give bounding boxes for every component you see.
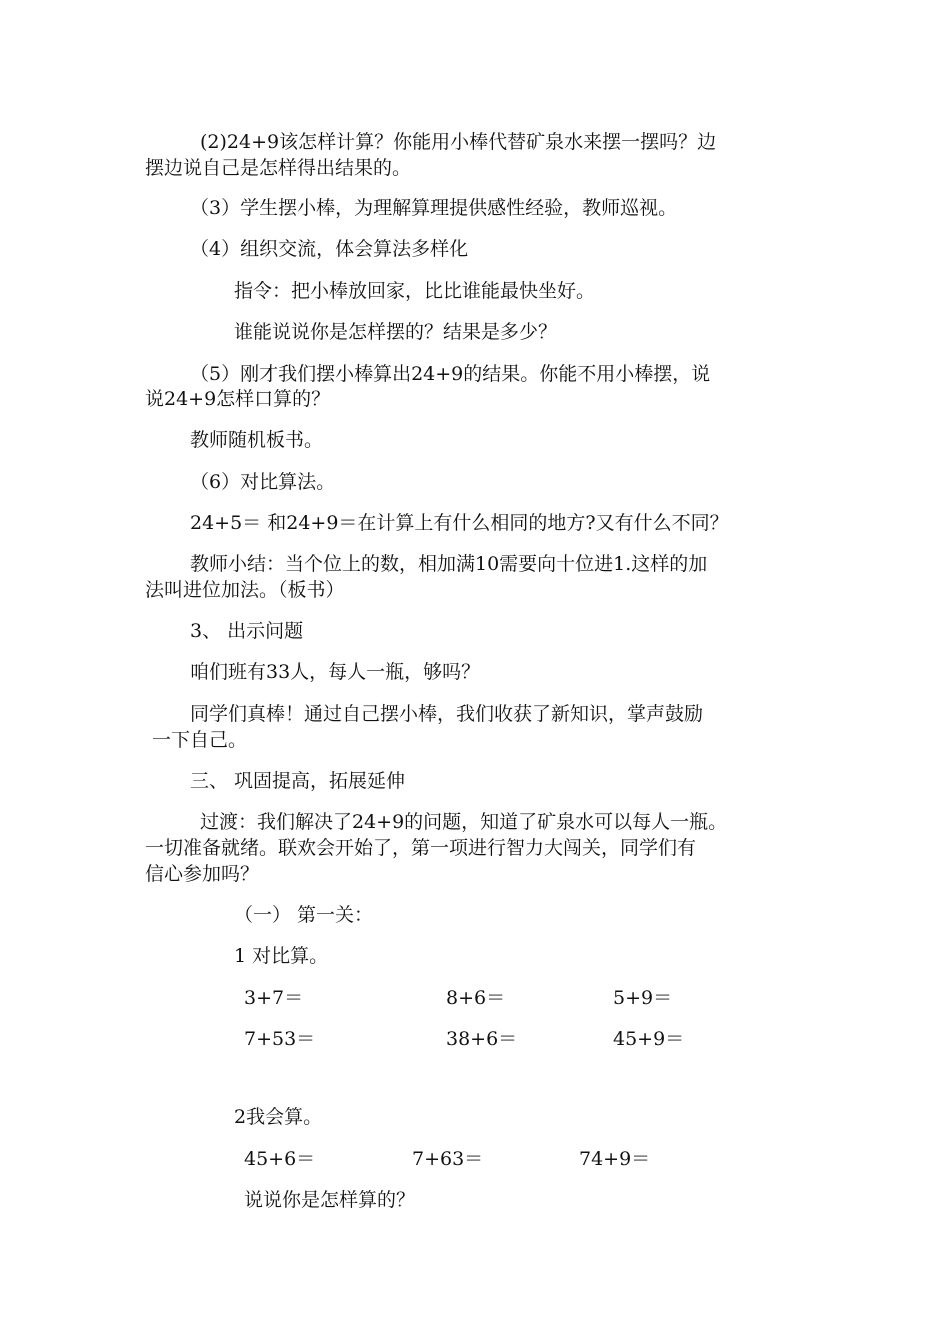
paragraph-line: （3）学生摆小棒，为理解算理提供感性经验，教师巡视。	[190, 197, 678, 219]
paragraph-line: 咱们班有33人，每人一瓶，够吗？	[190, 661, 481, 683]
calc-exercise: 45+6＝	[244, 1148, 316, 1170]
paragraph-line: 谁能说说你是怎样摆的？结果是多少？	[234, 321, 558, 343]
paragraph-line: （5）刚才我们摆小棒算出24+9的结果。你能不用小棒摆，说	[190, 363, 711, 385]
paragraph-line: 信心参加吗？	[145, 863, 260, 885]
paragraph-line: 同学们真棒！通过自己摆小棒，我们收获了新知识，掌声鼓励	[190, 703, 704, 725]
compare-exercise: 7+53＝	[244, 1028, 316, 1050]
exercise-heading: 2我会算。	[234, 1106, 323, 1128]
paragraph-line: 一下自己。	[152, 729, 248, 751]
calc-exercise: 74+9＝	[579, 1148, 651, 1170]
compare-exercise: 3+7＝	[244, 987, 304, 1009]
paragraph-line: 过渡：我们解决了24+9的问题，知道了矿泉水可以每人一瓶。	[200, 811, 728, 833]
paragraph-line: （6）对比算法。	[190, 471, 336, 493]
exercise-heading: 1 对比算。	[234, 945, 329, 967]
compare-exercise: 8+6＝	[446, 987, 506, 1009]
paragraph-line: 说24+9怎样口算的？	[145, 388, 331, 410]
compare-exercise: 38+6＝	[446, 1028, 518, 1050]
section-heading: 三、 巩固提高，拓展延伸	[190, 770, 406, 792]
paragraph-line: 摆边说自己是怎样得出结果的。	[145, 157, 412, 179]
subsection-heading: （一） 第一关：	[234, 904, 374, 926]
paragraph-line: 教师小结：当个位上的数，相加满10需要向十位进1.这样的加	[190, 553, 708, 575]
paragraph-line: 法叫进位加法。（板书）	[145, 579, 345, 601]
paragraph-line: 一切准备就绪。联欢会开始了，第一项进行智力大闯关，同学们有	[145, 837, 697, 859]
paragraph-line: 24+5＝ 和24+9＝在计算上有什么相同的地方?又有什么不同？	[190, 512, 729, 534]
paragraph-line: （4）组织交流，体会算法多样化	[190, 238, 469, 260]
compare-exercise: 45+9＝	[613, 1028, 685, 1050]
paragraph-line: (2)24+9该怎样计算？你能用小棒代替矿泉水来摆一摆吗？边	[200, 131, 717, 153]
compare-exercise: 5+9＝	[613, 987, 673, 1009]
paragraph-line: 指令：把小棒放回家，比比谁能最快坐好。	[234, 280, 596, 302]
closing-question: 说说你是怎样算的？	[244, 1189, 416, 1211]
paragraph-line: 教师随机板书。	[190, 429, 324, 451]
calc-exercise: 7+63＝	[412, 1148, 484, 1170]
section-heading: 3、 出示问题	[190, 620, 304, 642]
